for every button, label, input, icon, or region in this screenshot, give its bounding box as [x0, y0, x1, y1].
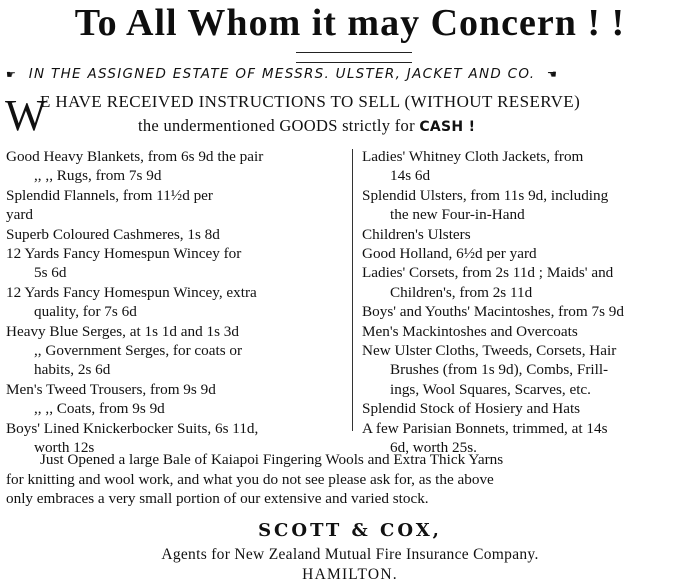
right-goods-line: Children's Ulsters	[362, 225, 471, 243]
left-goods-line: quality, for 7s 6d	[34, 303, 137, 321]
town-name: HAMILTON.	[302, 566, 398, 583]
left-goods-line: ,, ,, Rugs, from 7s 9d	[34, 167, 162, 185]
estate-text: IN THE ASSIGNED ESTATE OF MESSRS. ULSTER, JACKET AND CO.	[28, 66, 536, 82]
left-goods-line: ,, ,, Coats, from 9s 9d	[34, 400, 165, 418]
left-goods-line: habits, 2s 6d	[34, 361, 111, 379]
cash-label: CASH !	[419, 119, 476, 135]
decorative-rule-top	[296, 52, 412, 53]
headline: To All Whom it may Concern ! !	[74, 2, 626, 44]
paragraph-line: Just Opened a large Bale of Kaiapoi Fingering Wools and Extra Thick Yarns	[40, 451, 504, 468]
left-goods-line: 12 Yards Fancy Homespun Wincey, extra	[6, 283, 257, 301]
left-goods-line: ,, Government Serges, for coats or	[34, 342, 243, 360]
right-goods-line: 6d, worth 25s.	[390, 439, 477, 457]
closing-paragraph	[6, 450, 698, 509]
right-goods-line: ings, Wool Squares, Scarves, etc.	[390, 380, 591, 398]
drop-cap: W	[5, 91, 47, 140]
left-goods-line: worth 12s	[34, 439, 95, 457]
right-goods-line: Splendid Ulsters, from 11s 9d, including	[362, 186, 609, 204]
pointing-hand-right-icon: ☛	[6, 68, 18, 81]
paragraph-line: only embraces a very small portion of our extensive and varied stock.	[6, 490, 429, 507]
right-goods-line: Brushes (from 1s 9d), Combs, Frill-	[390, 361, 609, 379]
left-goods-line: Splendid Flannels, from 11½d per	[6, 186, 213, 204]
intro-line-2	[138, 116, 475, 136]
pointing-hand-left-icon: ☚	[546, 68, 559, 81]
right-goods-line: Splendid Stock of Hosiery and Hats	[362, 400, 581, 418]
left-goods-line: Heavy Blue Serges, at 1s 1d and 1s 3d	[6, 322, 239, 340]
column-divider	[352, 149, 353, 431]
decorative-rule-bottom	[296, 62, 412, 63]
right-goods-line: Good Holland, 6½d per yard	[362, 245, 537, 263]
right-goods-column	[362, 147, 700, 458]
intro-line-2-text: the undermentioned GOODS strictly for	[138, 116, 415, 135]
left-goods-line: 5s 6d	[34, 264, 67, 282]
right-goods-line: Boys' and Youths' Macintoshes, from 7s 9d	[362, 303, 624, 321]
right-goods-line: New Ulster Cloths, Tweeds, Corsets, Hair	[362, 342, 617, 360]
firm-name: SCOTT & COX,	[258, 520, 442, 541]
goods-columns	[0, 147, 700, 457]
right-goods-line: A few Parisian Bonnets, trimmed, at 14s	[362, 419, 608, 437]
left-goods-column	[6, 147, 346, 458]
left-goods-line: yard	[6, 206, 33, 224]
right-goods-line: Ladies' Whitney Cloth Jackets, from	[362, 148, 584, 165]
right-goods-line: the new Four-in-Hand	[390, 206, 525, 224]
agents-line: Agents for New Zealand Mutual Fire Insurance Company.	[161, 546, 539, 563]
right-goods-line: Ladies' Corsets, from 2s 11d ; Maids' and	[362, 264, 614, 282]
left-goods-line: Men's Tweed Trousers, from 9s 9d	[6, 380, 216, 398]
estate-line	[0, 66, 700, 82]
left-goods-line: Superb Coloured Cashmeres, 1s 8d	[6, 225, 220, 243]
right-goods-line: Children's, from 2s 11d	[390, 283, 533, 301]
right-goods-line: 14s 6d	[390, 167, 431, 185]
left-goods-line: Good Heavy Blankets, from 6s 9d the pair	[6, 148, 264, 165]
left-goods-line: 12 Yards Fancy Homespun Wincey for	[6, 245, 242, 263]
right-goods-line: Men's Mackintoshes and Overcoats	[362, 322, 578, 340]
left-goods-line: Boys' Lined Knickerbocker Suits, 6s 11d,	[6, 419, 259, 437]
intro-line-1: E HAVE RECEIVED INSTRUCTIONS TO SELL (WITHOUT RESERVE)	[40, 92, 581, 111]
paragraph-line: for knitting and wool work, and what you do not see please ask for, as the above	[6, 470, 494, 488]
